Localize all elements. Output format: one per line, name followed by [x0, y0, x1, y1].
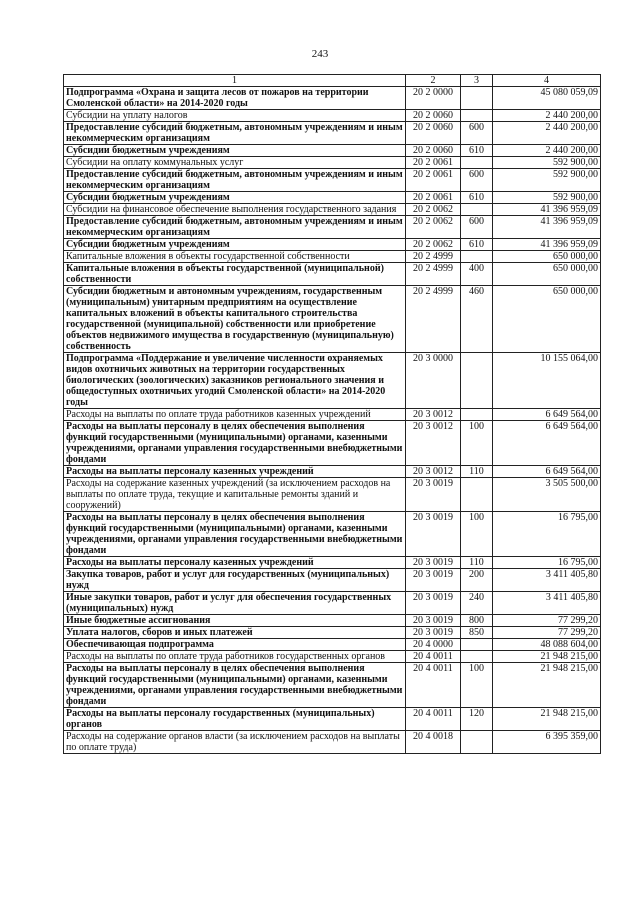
row-type: 850: [461, 627, 493, 639]
row-name: Субсидии на уплату налогов: [64, 110, 406, 122]
table-row: [64, 157, 601, 169]
row-amount: 41 396 959,09: [493, 239, 601, 251]
row-code: 20 4 0018: [406, 731, 461, 754]
row-amount: 6 395 359,00: [493, 731, 601, 754]
row-amount: 6 649 564,00: [493, 421, 601, 466]
table-row: [64, 663, 601, 708]
row-name: Расходы на выплаты персоналу казенных учреждений: [64, 466, 406, 478]
row-type: [461, 251, 493, 263]
row-name: Расходы на выплаты персоналу в целях обеспечения выполнения функций государственными (муниципальными) органами, казенными учреждениями, органами управления государственными внебюджетными фондами: [64, 512, 406, 557]
row-amount: 6 649 564,00: [493, 409, 601, 421]
row-amount: 592 900,00: [493, 157, 601, 169]
column-header-name: 1: [64, 75, 406, 87]
row-code: 20 2 4999: [406, 286, 461, 353]
row-code: 20 2 0060: [406, 122, 461, 145]
row-code: 20 2 4999: [406, 251, 461, 263]
row-name: Капитальные вложения в объекты государственной собственности: [64, 251, 406, 263]
row-amount: 2 440 200,00: [493, 110, 601, 122]
table-row: [64, 110, 601, 122]
row-amount: 16 795,00: [493, 557, 601, 569]
table-row: [64, 627, 601, 639]
table-row: [64, 263, 601, 286]
row-amount: 650 000,00: [493, 251, 601, 263]
row-name: Расходы на выплаты по оплате труда работников государственных органов: [64, 651, 406, 663]
row-type: 200: [461, 569, 493, 592]
table-row: [64, 192, 601, 204]
table-row: [64, 569, 601, 592]
table-row: [64, 169, 601, 192]
row-code: 20 4 0000: [406, 639, 461, 651]
table-row: [64, 708, 601, 731]
row-name: Субсидии бюджетным учреждениям: [64, 239, 406, 251]
row-type: [461, 478, 493, 512]
column-header-code: 2: [406, 75, 461, 87]
table-row: [64, 286, 601, 353]
row-code: 20 3 0019: [406, 569, 461, 592]
row-type: 400: [461, 263, 493, 286]
row-amount: 592 900,00: [493, 169, 601, 192]
row-code: 20 3 0012: [406, 466, 461, 478]
table-header-row: [64, 75, 601, 87]
row-amount: 16 795,00: [493, 512, 601, 557]
row-name: Субсидии на финансовое обеспечение выполнения государственного задания: [64, 204, 406, 216]
row-code: 20 3 0019: [406, 627, 461, 639]
table-row: [64, 731, 601, 754]
row-code: 20 3 0012: [406, 409, 461, 421]
row-name: Расходы на выплаты по оплате труда работников казенных учреждений: [64, 409, 406, 421]
row-code: 20 2 4999: [406, 263, 461, 286]
row-name: Иные бюджетные ассигнования: [64, 615, 406, 627]
row-name: Капитальные вложения в объекты государственной (муниципальной) собственности: [64, 263, 406, 286]
row-type: 610: [461, 145, 493, 157]
page-number: 243: [311, 48, 329, 60]
row-code: 20 2 0062: [406, 204, 461, 216]
row-type: [461, 731, 493, 754]
row-code: 20 3 0000: [406, 353, 461, 409]
row-name: Расходы на выплаты персоналу в целях обеспечения выполнения функций государственными (муниципальными) органами, казенными учреждениями, органами управления государственными внебюджетными фондами: [64, 421, 406, 466]
table-row: [64, 353, 601, 409]
table-row: [64, 478, 601, 512]
table-row: [64, 239, 601, 251]
row-amount: 2 440 200,00: [493, 122, 601, 145]
row-code: 20 2 0062: [406, 239, 461, 251]
row-code: 20 2 0061: [406, 169, 461, 192]
row-amount: 45 080 059,09: [493, 87, 601, 110]
budget-table: [63, 74, 601, 754]
row-amount: 10 155 064,00: [493, 353, 601, 409]
row-name: Субсидии бюджетным и автономным учреждениям, государственным (муниципальным) унитарным предприятиям на осуществление капитальных вложений в объекты капитального строительства государственной (муниципальной) собственности или приобретение объектов недвижимого имущества в государственную (муниципальную) собственность: [64, 286, 406, 353]
row-code: 20 2 0061: [406, 192, 461, 204]
row-amount: 650 000,00: [493, 263, 601, 286]
row-name: Предоставление субсидий бюджетным, автономным учреждениям и иным некоммерческим организациям: [64, 216, 406, 239]
row-amount: 48 088 604,00: [493, 639, 601, 651]
row-code: 20 2 0060: [406, 110, 461, 122]
row-code: 20 2 0062: [406, 216, 461, 239]
row-code: 20 3 0019: [406, 592, 461, 615]
row-code: 20 4 0011: [406, 651, 461, 663]
row-type: 110: [461, 557, 493, 569]
row-name: Обеспечивающая подпрограмма: [64, 639, 406, 651]
row-type: 100: [461, 421, 493, 466]
row-type: 120: [461, 708, 493, 731]
table-row: [64, 421, 601, 466]
row-type: [461, 204, 493, 216]
table-row: [64, 87, 601, 110]
row-name: Субсидии бюджетным учреждениям: [64, 192, 406, 204]
row-code: 20 3 0019: [406, 557, 461, 569]
row-amount: 592 900,00: [493, 192, 601, 204]
row-type: [461, 409, 493, 421]
row-name: Подпрограмма «Поддержание и увеличение численности охраняемых видов охотничьих животных на территории государственных биологических (зоологических) заказников регионального значения и общедоступных охотничьих угодий Смоленской области» на 2014-2020 годы: [64, 353, 406, 409]
row-name: Расходы на содержание казенных учреждений (за исключением расходов на выплаты по оплате труда, текущие и капитальные ремонты зданий и сооружений): [64, 478, 406, 512]
row-name: Расходы на содержание органов власти (за исключением расходов на выплаты по оплате труда): [64, 731, 406, 754]
table-row: [64, 592, 601, 615]
table-row: [64, 615, 601, 627]
table-row: [64, 122, 601, 145]
row-type: 240: [461, 592, 493, 615]
row-name: Закупка товаров, работ и услуг для государственных (муниципальных) нужд: [64, 569, 406, 592]
row-type: 610: [461, 239, 493, 251]
row-code: 20 2 0060: [406, 145, 461, 157]
row-type: 110: [461, 466, 493, 478]
table-row: [64, 466, 601, 478]
row-code: 20 2 0000: [406, 87, 461, 110]
table-row: [64, 651, 601, 663]
row-name: Предоставление субсидий бюджетным, автономным учреждениям и иным некоммерческим организациям: [64, 122, 406, 145]
row-type: [461, 353, 493, 409]
table-row: [64, 204, 601, 216]
row-code: 20 2 0061: [406, 157, 461, 169]
row-type: [461, 651, 493, 663]
row-amount: 650 000,00: [493, 286, 601, 353]
table-row: [64, 557, 601, 569]
row-name: Расходы на выплаты персоналу казенных учреждений: [64, 557, 406, 569]
row-name: Субсидии на оплату коммунальных услуг: [64, 157, 406, 169]
row-name: Предоставление субсидий бюджетным, автономным учреждениям и иным некоммерческим организациям: [64, 169, 406, 192]
row-amount: 21 948 215,00: [493, 663, 601, 708]
row-type: [461, 87, 493, 110]
row-name: Субсидии бюджетным учреждениям: [64, 145, 406, 157]
row-type: [461, 639, 493, 651]
row-code: 20 4 0011: [406, 663, 461, 708]
row-amount: 2 440 200,00: [493, 145, 601, 157]
row-type: 600: [461, 216, 493, 239]
row-amount: 3 505 500,00: [493, 478, 601, 512]
row-type: 610: [461, 192, 493, 204]
row-type: 100: [461, 663, 493, 708]
row-amount: 3 411 405,80: [493, 569, 601, 592]
row-code: 20 4 0011: [406, 708, 461, 731]
row-name: Расходы на выплаты персоналу государственных (муниципальных) органов: [64, 708, 406, 731]
row-name: Уплата налогов, сборов и иных платежей: [64, 627, 406, 639]
row-type: 600: [461, 169, 493, 192]
row-type: [461, 110, 493, 122]
table-row: [64, 251, 601, 263]
row-amount: 6 649 564,00: [493, 466, 601, 478]
row-type: 460: [461, 286, 493, 353]
table-row: [64, 216, 601, 239]
row-type: 100: [461, 512, 493, 557]
row-amount: 41 396 959,09: [493, 216, 601, 239]
row-amount: 77 299,20: [493, 627, 601, 639]
row-type: 600: [461, 122, 493, 145]
row-amount: 41 396 959,09: [493, 204, 601, 216]
row-amount: 21 948 215,00: [493, 651, 601, 663]
table-row: [64, 145, 601, 157]
row-name: Иные закупки товаров, работ и услуг для обеспечения государственных (муниципальных) нужд: [64, 592, 406, 615]
column-header-type: 3: [461, 75, 493, 87]
table-row: [64, 409, 601, 421]
row-code: 20 3 0019: [406, 615, 461, 627]
row-amount: 77 299,20: [493, 615, 601, 627]
row-code: 20 3 0019: [406, 478, 461, 512]
row-amount: 3 411 405,80: [493, 592, 601, 615]
column-header-amount: 4: [493, 75, 601, 87]
row-name: Подпрограмма «Охрана и защита лесов от пожаров на территории Смоленской области» на 2014-2020 годы: [64, 87, 406, 110]
row-amount: 21 948 215,00: [493, 708, 601, 731]
row-type: [461, 157, 493, 169]
row-code: 20 3 0012: [406, 421, 461, 466]
row-code: 20 3 0019: [406, 512, 461, 557]
table-row: [64, 512, 601, 557]
table-row: [64, 639, 601, 651]
row-type: 800: [461, 615, 493, 627]
row-name: Расходы на выплаты персоналу в целях обеспечения выполнения функций государственными (муниципальными) органами, казенными учреждениями, органами управления государственными внебюджетными фондами: [64, 663, 406, 708]
